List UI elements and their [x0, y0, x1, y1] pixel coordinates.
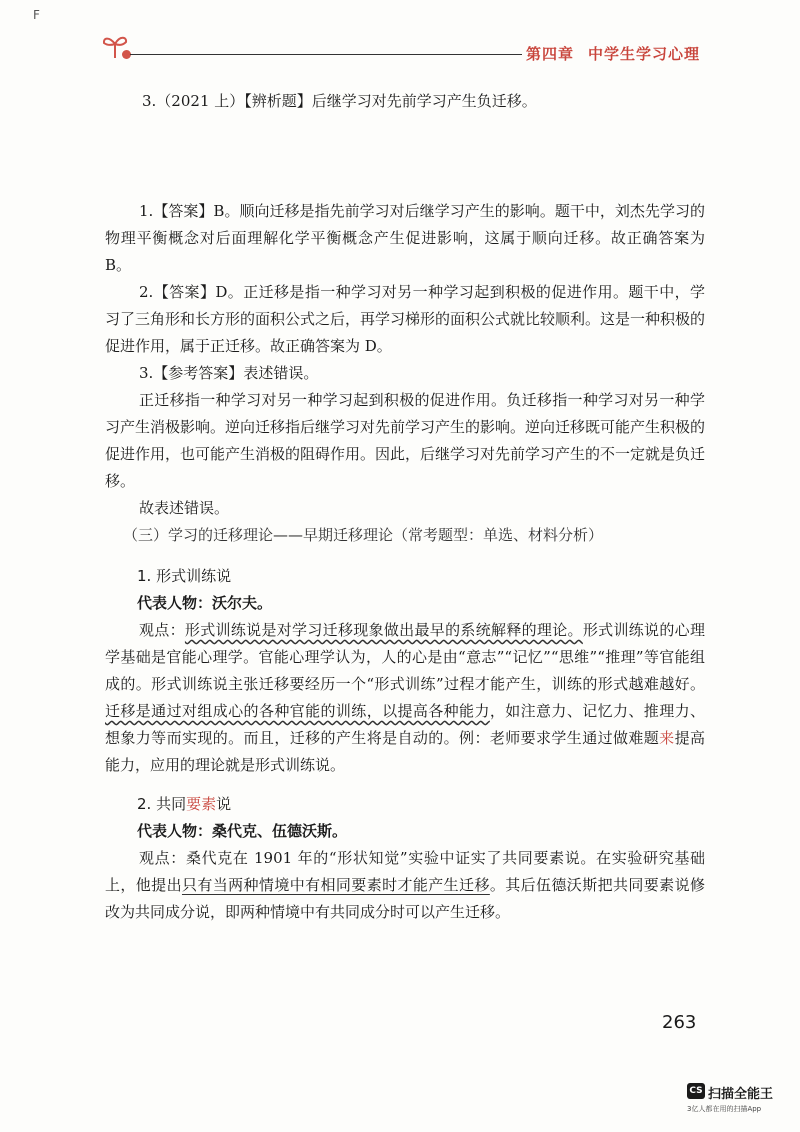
theory-2-title-a: 2. 共同 [137, 795, 187, 813]
section-heading: （三）学习的迁移理论——早期迁移理论（常考题型：单选、材料分析） [123, 526, 604, 544]
answer-3-body: 正迁移指一种学习对另一种学习起到积极的促进作用。负迁移指一种学习对另一种学习产生消极影响。逆向迁移指后继学习对先前学习产生的影响。逆向迁移既可能产生积极的促进作用，也可能产生消极的阻碍作用。因此，后继学习对先前学习产生的不一定就是负迁移。 [105, 391, 706, 490]
underlined-claim: 形式训练说是对学习迁移现象做出最早的系统解释的理论。 [184, 621, 583, 639]
answer-2-text: D。正迁移是指一种学习对另一种学习起到积极的促进作用。题干中，学习了三角形和长方形的面积公式之后，再学习梯形的面积公式就比较顺利。这是一种积极的促进作用，属于正迁移。故正确答案为 D。 [105, 283, 706, 355]
page-number: 263 [662, 1012, 697, 1033]
theory-1-representative: 代表人物：沃尔夫。 [137, 594, 273, 612]
camscanner-logo-icon: CS [687, 1083, 705, 1099]
answer-2-tag: 2.【答案】 [139, 283, 216, 301]
chapter-number: 第四章 [525, 45, 574, 63]
chapter-name: 中学生学习心理 [587, 45, 700, 63]
theory-2-representative: 代表人物：桑代克、伍德沃斯。 [137, 822, 348, 840]
answer-3-text: 表述错误。 [243, 364, 319, 382]
answer-block [105, 198, 705, 522]
question-3: 3.（2021 上）【辨析题】后继学习对先前学习产生负迁移。 [142, 92, 537, 110]
theory-block [105, 563, 705, 926]
scanner-watermark [687, 1083, 773, 1123]
theory-2-text-2: 。其后伍德沃斯把共同要素说修改为共同成分说，即两种情境中有共同成分时可以产生迁移。 [105, 876, 705, 921]
theory-1-title: 1. 形式训练说 [137, 567, 232, 585]
watermark-name: 扫描全能王 [708, 1087, 774, 1102]
corner-mark: F [33, 8, 40, 22]
answer-3-conclusion: 故表述错误。 [139, 499, 230, 517]
chapter-title [526, 43, 700, 64]
header-rule [130, 54, 522, 55]
answer-3 [105, 360, 705, 387]
watermark-subtitle: 3亿人都在用的扫描App [687, 1105, 762, 1113]
answer-1 [105, 198, 705, 279]
page-header [100, 32, 700, 62]
theory-2-text: 观点：桑代克在 1901 年的“形状知觉”实验中证实了共同要素说。在实验研究基础上，他提出 [105, 849, 705, 894]
answer-3-tag: 3.【参考答案】 [139, 364, 244, 382]
theory-1-viewpoint [105, 617, 705, 779]
answer-1-text: B。顺向迁移是指先前学习对后继学习产生的影响。题干中，刘杰先学习的物理平衡概念对后面理解化学平衡概念产生促进影响，这属于顺向迁移。故正确答案为 B。 [105, 202, 706, 274]
underlined-claim-2: 迁移是通过对组成心的各种官能的训练，以提高各种能力 [105, 702, 490, 720]
answer-1-tag: 1.【答案】 [139, 202, 214, 220]
theory-2-title-b: 说 [216, 795, 232, 813]
viewpoint-label: 观点： [139, 621, 185, 639]
theory-2-underlined: 只有当两种情境中有相同要素时才能产生迁移 [181, 876, 490, 894]
viewpoint-text-2: ，如注意力、记忆力、推理力、想象力等而实现的。而且，迁移的产生将是自动的。例：老师要求学生通过做难题 [105, 702, 705, 747]
answer-2 [105, 279, 705, 360]
viewpoint-text: 形式训练说的心理学基础是官能心理学。官能心理学认为，人的心是由“意志”“记忆”“思维”“推理”等官能组成的。形式训练说主张迁移要经历一个“形式训练”过程才能产生，训练的形式越难越好。 [105, 621, 705, 693]
red-mark: 来 [659, 729, 675, 747]
theory-2-viewpoint [105, 845, 705, 926]
theory-2-title-red: 要素 [186, 795, 217, 813]
theory-2-title [105, 791, 705, 818]
viewpoint-text-3: 提高能力，应用的理论就是形式训练说。 [105, 729, 705, 774]
